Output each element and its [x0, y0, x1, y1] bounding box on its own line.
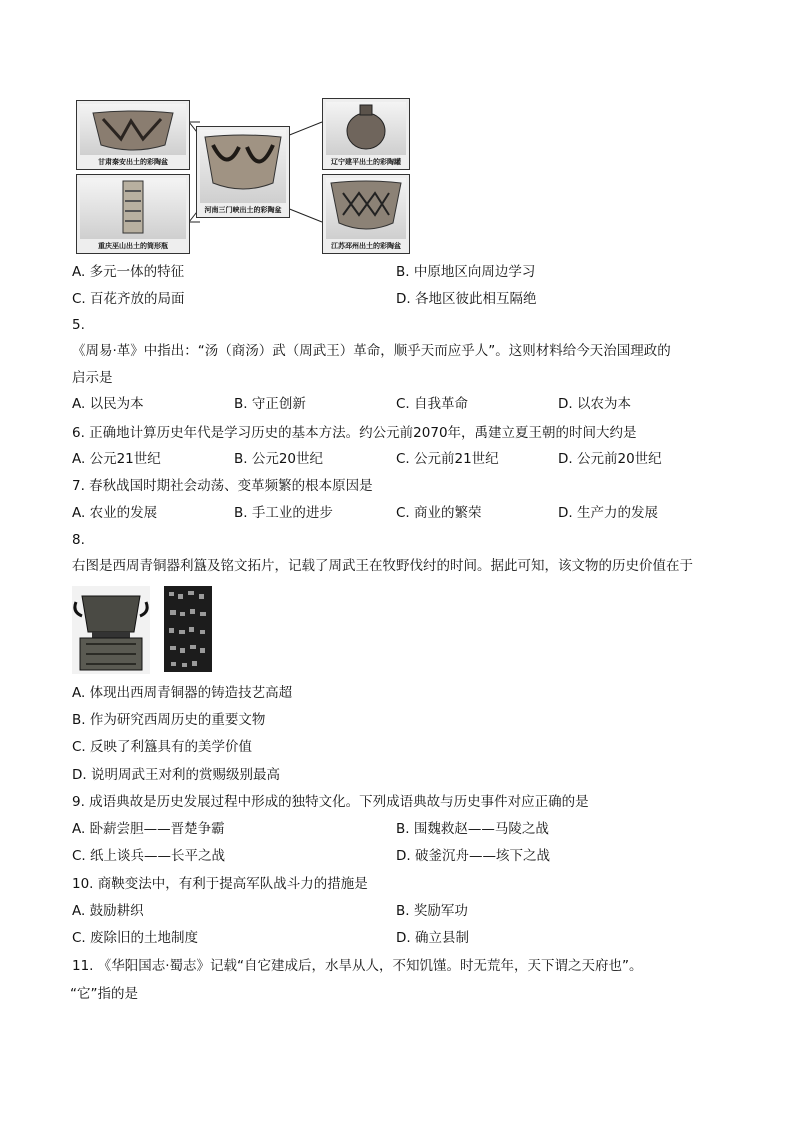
q5-option-a: A. 以民为本: [72, 396, 144, 412]
q11-stem-line1: 11. 《华阳国志·蜀志》记载“自它建成后，水旱从人，不知饥馑。时无荒年，天下谓之天府也”。: [72, 958, 643, 974]
li-gui-figure: [72, 582, 222, 676]
q8-option-d: D. 说明周武王对利的赏赐级别最高: [72, 767, 280, 783]
cylinder-vase-image: [119, 179, 147, 235]
q8-number: 8.: [72, 532, 85, 548]
q7-stem: 7. 春秋战国时期社会动荡、变革频繁的根本原因是: [72, 478, 373, 494]
pottery-photo-jiangsu: [322, 174, 410, 254]
q10-option-b: B. 奖励军功: [396, 903, 468, 919]
jar-image: [345, 103, 387, 151]
q6-option-d: D. 公元前20世纪: [558, 451, 662, 467]
q5-option-c: C. 自我革命: [396, 396, 469, 412]
bowl-image: [91, 109, 175, 153]
q8-option-c: C. 反映了利簋具有的美学价值: [72, 739, 253, 755]
caption-liaoning: 辽宁建平出土的彩陶罐: [331, 158, 401, 166]
q9-option-b: B. 围魏救赵——马陵之战: [396, 821, 549, 837]
q7-option-c: C. 商业的繁荣: [396, 505, 482, 521]
q4-option-b: B. 中原地区向周边学习: [396, 264, 536, 280]
q7-option-a: A. 农业的发展: [72, 505, 158, 521]
bowl-image: [329, 179, 403, 235]
q7-option-d: D. 生产力的发展: [558, 505, 658, 521]
bowl-image: [203, 133, 283, 197]
q4-option-a: A. 多元一体的特征: [72, 264, 185, 280]
q9-option-d: D. 破釜沉舟——垓下之战: [396, 848, 550, 864]
pottery-figure: [72, 96, 412, 254]
q5-number: 5.: [72, 317, 85, 333]
q5-stem-line1: 《周易·革》中指出：“汤（商汤）武（周武王）革命，顺乎天而应乎人”。这则材料给今天治国理政的: [72, 343, 671, 359]
q11-stem-line2: “它”指的是: [70, 986, 138, 1002]
caption-chongqing: 重庆巫山出土的筒形瓶: [98, 242, 168, 250]
pottery-photo-gansu: [76, 100, 190, 170]
q9-stem: 9. 成语典故是历史发展过程中形成的独特文化。下列成语典故与历史事件对应正确的是: [72, 794, 589, 810]
q6-option-c: C. 公元前21世纪: [396, 451, 499, 467]
q7-option-b: B. 手工业的进步: [234, 505, 333, 521]
caption-henan: 河南三门峡出土的彩陶盆: [204, 206, 282, 214]
q10-option-c: C. 废除旧的土地制度: [72, 930, 199, 946]
pottery-photo-chongqing: [76, 174, 190, 254]
q10-option-a: A. 鼓励耕织: [72, 903, 144, 919]
caption-jiangsu: 江苏邳州出土的彩陶盆: [331, 242, 401, 250]
q9-option-a: A. 卧薪尝胆——晋楚争霸: [72, 821, 225, 837]
pottery-photo-liaoning: [322, 98, 410, 170]
q8-option-a: A. 体现出西周青铜器的铸造技艺高超: [72, 685, 293, 701]
q9-option-c: C. 纸上谈兵——长平之战: [72, 848, 226, 864]
q5-option-b: B. 守正创新: [234, 396, 306, 412]
caption-gansu: 甘肃秦安出土的彩陶盆: [98, 158, 168, 166]
bronze-vessel-and-rubbing-image: [72, 582, 222, 676]
q4-option-c: C. 百花齐放的局面: [72, 291, 185, 307]
q6-stem: 6. 正确地计算历史年代是学习历史的基本方法。约公元前2070年，禹建立夏王朝的时间大约是: [72, 425, 637, 441]
q8-option-b: B. 作为研究西周历史的重要文物: [72, 712, 266, 728]
q10-stem: 10. 商鞅变法中，有利于提高军队战斗力的措施是: [72, 876, 368, 892]
pottery-photo-henan: [196, 126, 290, 218]
q4-option-d: D. 各地区彼此相互隔绝: [396, 291, 537, 307]
q6-option-a: A. 公元21世纪: [72, 451, 161, 467]
q10-option-d: D. 确立县制: [396, 930, 469, 946]
q6-option-b: B. 公元20世纪: [234, 451, 324, 467]
q5-stem-line2: 启示是: [72, 370, 113, 386]
q5-option-d: D. 以农为本: [558, 396, 631, 412]
q8-stem: 右图是西周青铜器利簋及铭文拓片，记载了周武王在牧野伐纣的时间。据此可知，该文物的历史价值在于: [72, 558, 693, 574]
